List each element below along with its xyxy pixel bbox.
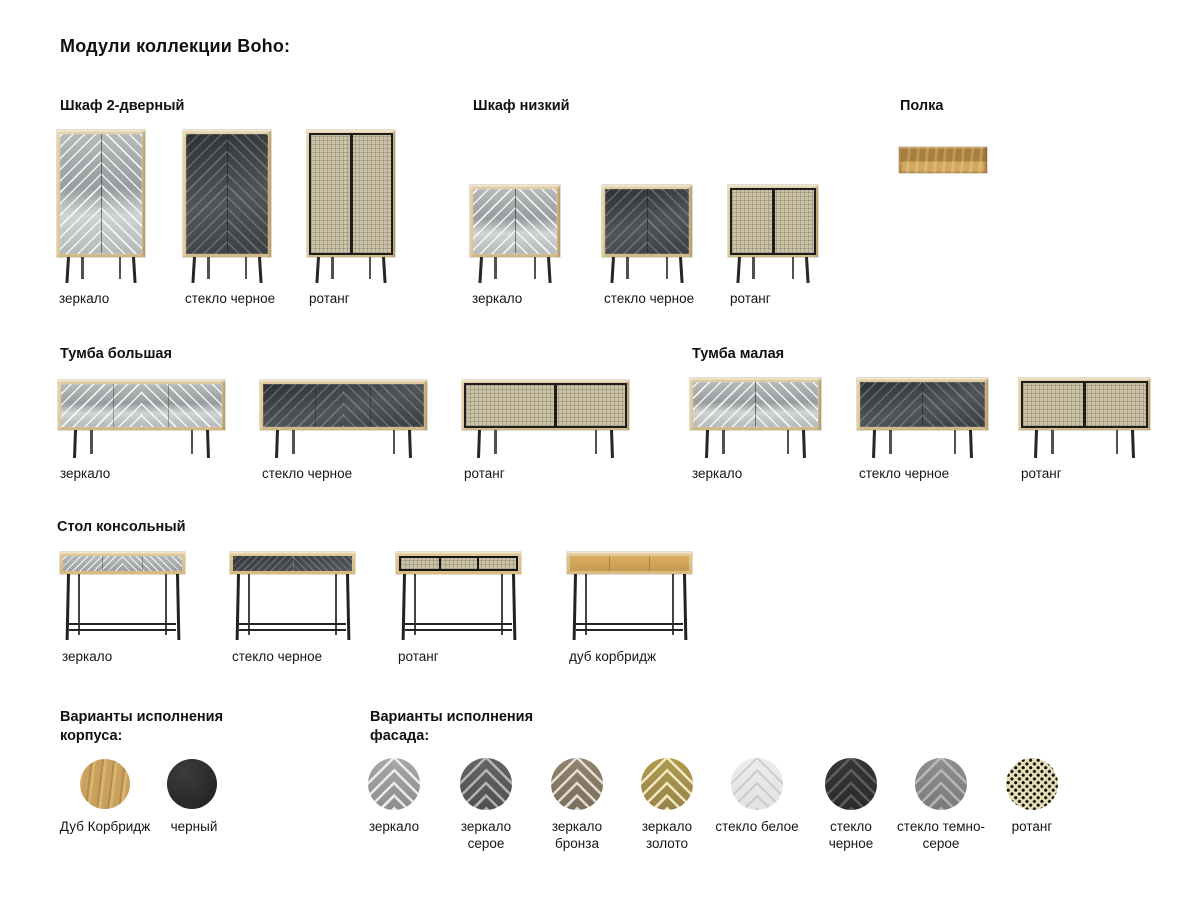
rattan-drawer-front (399, 556, 518, 571)
console-table-rattan (396, 552, 521, 664)
door-gap (772, 188, 775, 255)
item-label: ротанг (1021, 466, 1062, 481)
leg (73, 430, 77, 458)
swatch-label: зеркало серое (460, 819, 512, 851)
table-legs (237, 574, 348, 640)
leg (335, 574, 337, 635)
leg (78, 574, 80, 635)
mirror-drawer-front (63, 556, 182, 571)
sideboard-large-black-glass (260, 380, 427, 481)
item-label: стекло черное (859, 466, 950, 481)
sideboard-small-rattan (1019, 378, 1150, 481)
leg (954, 430, 957, 454)
swatch-rattan (1006, 758, 1058, 810)
cabinet-body (307, 130, 395, 257)
leg (736, 257, 741, 283)
leg (275, 430, 279, 458)
table-top (60, 552, 185, 574)
cabinet-2door-rattan (307, 130, 395, 306)
swatch-label: стекло темно-серое (897, 819, 985, 851)
leg (705, 430, 709, 458)
sideboard-body (58, 380, 225, 430)
item-label: стекло черное (262, 466, 353, 481)
leg (207, 257, 210, 279)
door-gap (227, 134, 228, 254)
leg (494, 257, 497, 279)
cabinet-body (57, 130, 145, 257)
leg (81, 257, 84, 279)
page-title: Модули коллекции Boho: (60, 36, 291, 56)
leg-rail (576, 629, 683, 631)
leg (534, 257, 537, 279)
mirror-doors (61, 384, 222, 427)
leg (292, 430, 295, 454)
section-title-cabinet-low: Шкаф низкий (473, 98, 570, 114)
cabinet-2door-black-glass (183, 130, 276, 306)
leg (176, 574, 180, 640)
leg (132, 257, 137, 283)
leg-rail (576, 623, 683, 625)
leg (191, 257, 196, 283)
facade-options-title: Варианты исполнения фасада: (370, 709, 534, 744)
door-gap (101, 134, 102, 254)
drawer-gap (102, 556, 103, 571)
leg (245, 257, 248, 279)
leg (969, 430, 973, 458)
leg (477, 430, 481, 458)
cabinet-2door-mirror (57, 130, 145, 306)
drawer-gap (609, 556, 610, 571)
sideboard-body (260, 380, 427, 430)
black-glass-doors (263, 384, 424, 427)
leg (331, 257, 334, 279)
item-label: ротанг (464, 466, 505, 481)
leg (258, 257, 263, 283)
swatch-label: ротанг (1011, 819, 1053, 834)
leg (889, 430, 892, 454)
leg (595, 430, 598, 454)
leg-rail (239, 623, 346, 625)
item-label: стекло черное (185, 291, 276, 306)
cabinet-low-mirror (470, 185, 560, 306)
drawer-gap (142, 556, 143, 571)
door-gap (370, 384, 371, 427)
leg (414, 574, 416, 635)
sideboard-body (690, 378, 821, 430)
drawer-gap (293, 556, 294, 571)
table-top (567, 552, 692, 574)
body-options-title: Варианты исполнения корпуса: (60, 709, 224, 744)
section-title-sideboard-small: Тумба малая (692, 346, 785, 362)
swatch-label: черный (170, 819, 218, 834)
leg (1051, 430, 1054, 454)
drawer-gap (439, 558, 441, 569)
wall-shelf (899, 147, 987, 173)
leg (90, 430, 93, 454)
item-label: стекло черное (232, 649, 323, 664)
leg-rail (69, 623, 176, 625)
leg (494, 430, 497, 454)
sideboard-body (462, 380, 629, 430)
leg (722, 430, 725, 454)
leg (752, 257, 755, 279)
table-legs (67, 574, 178, 640)
leg (248, 574, 250, 635)
door-gap (168, 384, 169, 427)
leg (393, 430, 396, 454)
item-label: ротанг (398, 649, 439, 664)
sideboard-large-mirror (58, 380, 225, 481)
leg (478, 257, 483, 283)
item-label: зеркало (62, 649, 113, 664)
leg (382, 257, 387, 283)
drawer-gap (649, 556, 650, 571)
table-legs (574, 574, 685, 640)
leg (683, 574, 687, 640)
leg (679, 257, 684, 283)
table-legs (403, 574, 514, 640)
oak-drawer-front (570, 556, 689, 571)
leg-rail (69, 629, 176, 631)
door-gap (922, 382, 923, 427)
cabinet-body (602, 185, 692, 257)
section-title-cabinet-2door: Шкаф 2-дверный (60, 98, 185, 114)
table-top (230, 552, 355, 574)
leg (65, 257, 70, 283)
table-top (396, 552, 521, 574)
leg (315, 257, 320, 283)
leg (585, 574, 587, 635)
leg (512, 574, 516, 640)
sideboard-small-mirror (690, 378, 821, 481)
door-gap (1083, 381, 1086, 428)
leg (119, 257, 122, 279)
swatch-label: зеркало (368, 819, 420, 834)
swatch-mirror-gold (641, 758, 693, 810)
leg (547, 257, 552, 283)
leg (206, 430, 210, 458)
item-label: зеркало (692, 466, 743, 481)
leg (1034, 430, 1038, 458)
leg (792, 257, 795, 279)
swatch-label: стекло белое (715, 819, 799, 834)
item-label: зеркало (472, 291, 523, 306)
swatch-glass-white (731, 758, 783, 810)
black-glass-drawer-front (233, 556, 352, 571)
item-label: зеркало (59, 291, 110, 306)
section-title-shelf: Полка (900, 98, 944, 114)
leg (872, 430, 876, 458)
leg (1131, 430, 1135, 458)
leg (610, 430, 614, 458)
swatch-label: Дуб Корбридж (59, 819, 151, 834)
console-table-mirror (60, 552, 185, 664)
sideboard-body (857, 378, 988, 430)
console-table-oak (567, 552, 692, 664)
leg (1116, 430, 1119, 454)
leg-rail (239, 629, 346, 631)
swatch-mirror-gray (460, 758, 512, 810)
item-label: ротанг (309, 291, 350, 306)
leg (165, 574, 167, 635)
door-gap (315, 384, 316, 427)
console-table-black-glass (230, 552, 355, 664)
door-gap (755, 382, 756, 427)
cabinet-low-black-glass (602, 185, 695, 306)
item-label: зеркало (60, 466, 111, 481)
cabinet-body (470, 185, 560, 257)
leg (787, 430, 790, 454)
sideboard-body (1019, 378, 1150, 430)
leg (666, 257, 669, 279)
leg (610, 257, 615, 283)
leg (369, 257, 372, 279)
rattan-doors (464, 383, 627, 428)
item-label: дуб корбридж (569, 649, 657, 664)
drawer-gap (477, 558, 479, 569)
leg (626, 257, 629, 279)
swatch-black (167, 759, 217, 809)
swatch-glass-black (825, 758, 877, 810)
leg (805, 257, 810, 283)
swatch-mirror-bronze (551, 758, 603, 810)
cabinet-body (728, 185, 818, 257)
swatch-glass-darkgray (915, 758, 967, 810)
leg (802, 430, 806, 458)
section-title-console-table: Стол консольный (57, 519, 186, 535)
leg-rail (405, 623, 512, 625)
swatch-oak-korbridge (80, 759, 130, 809)
cabinet-body (183, 130, 271, 257)
sideboard-large-rattan (462, 380, 629, 481)
section-title-sideboard-large: Тумба большая (60, 346, 172, 362)
leg (672, 574, 674, 635)
door-gap (554, 383, 557, 428)
swatch-label: зеркало бронза (551, 819, 603, 851)
door-gap (515, 189, 516, 254)
leg (408, 430, 412, 458)
leg (191, 430, 194, 454)
item-label: ротанг (730, 291, 771, 306)
leg (501, 574, 503, 635)
door-gap (647, 189, 648, 254)
swatch-label: стекло черное (828, 819, 874, 851)
item-label: стекло черное (604, 291, 695, 306)
door-gap (350, 133, 353, 255)
leg-rail (405, 629, 512, 631)
swatch-mirror (368, 758, 420, 810)
sideboard-small-black-glass (857, 378, 988, 481)
cabinet-low-rattan (728, 185, 818, 306)
door-gap (113, 384, 114, 427)
leg (346, 574, 350, 640)
swatch-label: зеркало золото (641, 819, 693, 851)
